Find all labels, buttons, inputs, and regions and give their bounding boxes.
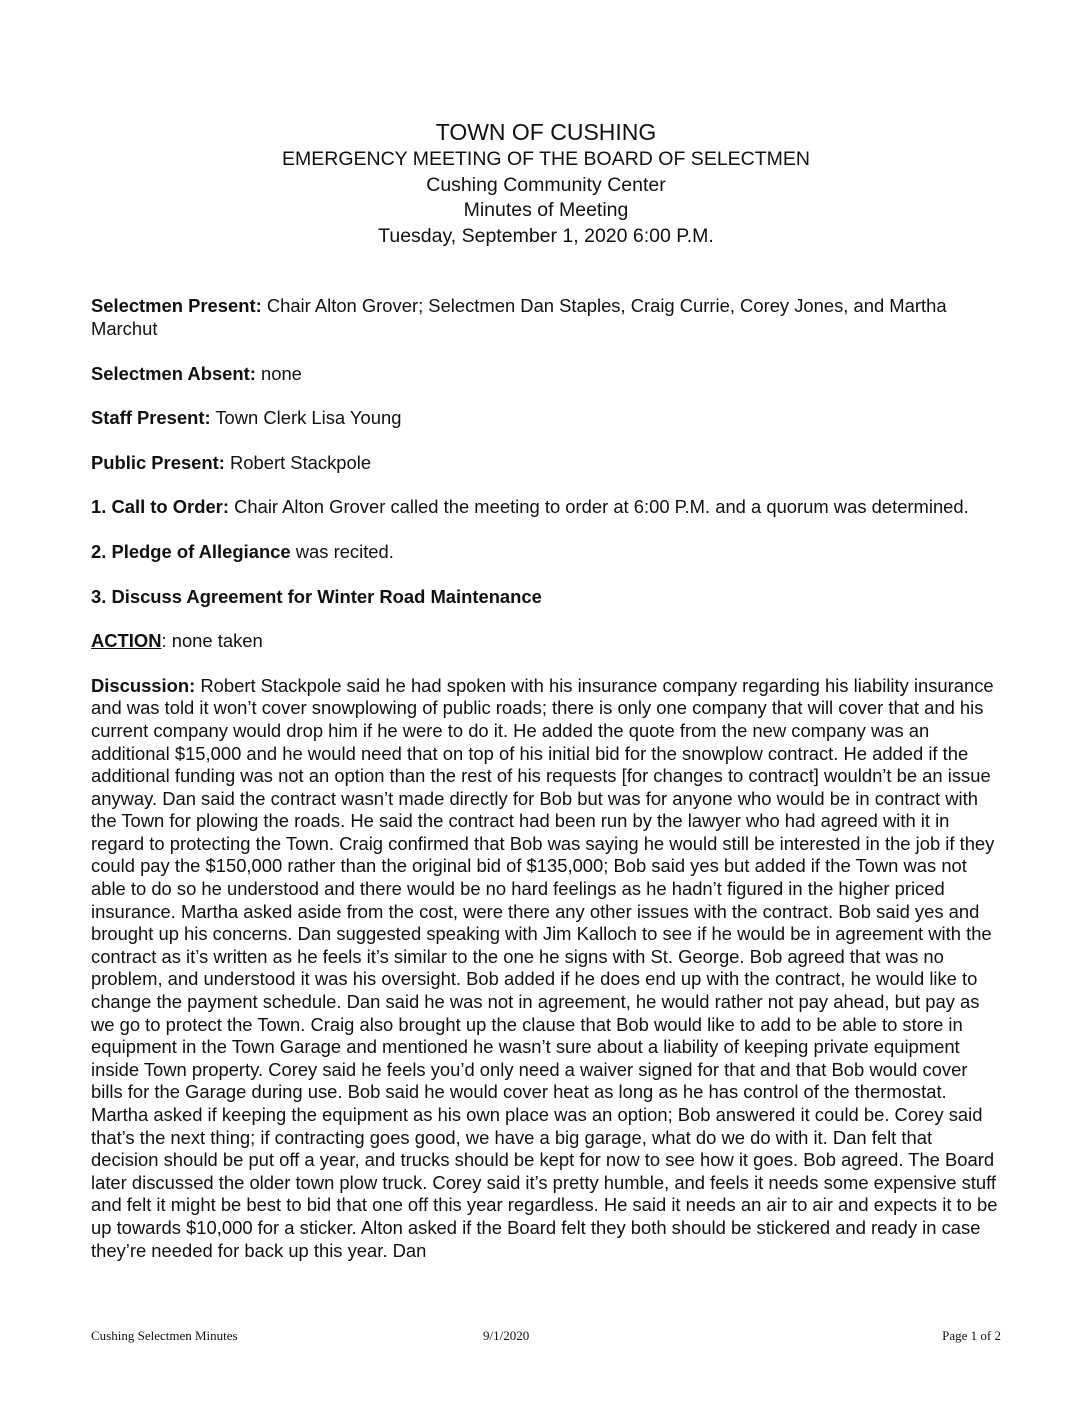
action-label: ACTION bbox=[91, 630, 162, 652]
footer-document-name: Cushing Selectmen Minutes bbox=[91, 1328, 238, 1343]
meeting-location: Cushing Community Center bbox=[426, 173, 666, 196]
agenda-item-heading: 3. Discuss Agreement for Winter Road Maintenance bbox=[91, 585, 542, 607]
pledge-label: 2. Pledge of Allegiance bbox=[91, 540, 291, 562]
selectmen-present bbox=[91, 295, 1001, 340]
selectmen-present-value: Chair Alton Grover; Selectmen Dan Staples, Craig Currie, Corey Jones, and Martha Marchut bbox=[91, 295, 947, 339]
document-body bbox=[91, 295, 1001, 1262]
document-page bbox=[91, 118, 1001, 1262]
meeting-subtitle: EMERGENCY MEETING OF THE BOARD OF SELECTMEN bbox=[281, 148, 810, 170]
action-line bbox=[91, 630, 1001, 653]
document-type: Minutes of Meeting bbox=[463, 199, 629, 222]
call-to-order bbox=[91, 496, 1001, 519]
footer-date: 9/1/2020 bbox=[483, 1328, 530, 1343]
meeting-datetime: Tuesday, September 1, 2020 6:00 P.M. bbox=[378, 224, 714, 247]
town-title: TOWN OF CUSHING bbox=[435, 119, 657, 145]
footer-page-number: Page 1 of 2 bbox=[942, 1328, 1001, 1343]
public-present-value: Robert Stackpole bbox=[224, 451, 372, 473]
staff-present-label: Staff Present: bbox=[91, 407, 211, 429]
discussion-paragraph bbox=[91, 675, 1001, 1262]
staff-present-value: Town Clerk Lisa Young bbox=[210, 407, 402, 429]
document-header bbox=[91, 118, 1001, 249]
public-present bbox=[91, 452, 1001, 475]
pledge-value: was recited. bbox=[290, 540, 394, 562]
discussion-label: Discussion: bbox=[91, 674, 196, 696]
action-value: : none taken bbox=[161, 630, 263, 652]
public-present-label: Public Present: bbox=[91, 451, 225, 473]
staff-present bbox=[91, 407, 1001, 430]
selectmen-absent-value: none bbox=[255, 362, 302, 384]
selectmen-absent bbox=[91, 363, 1001, 386]
selectmen-absent-label: Selectmen Absent: bbox=[91, 362, 256, 384]
pledge-of-allegiance bbox=[91, 541, 1001, 564]
discussion-text: Robert Stackpole said he had spoken with his insurance company regarding his liability insurance and was told it won’t cover snowplowing of public roads; there is only one company that will cover that and his current company would drop him if he were to do it. He added the quote from the new company was an additional $15,000 and he would need that on top of his initial bid for the snowplow contract. He added if the additional funding was not an option than the rest of his requests [for changes to contract] wouldn’t be an issue anyway. Dan said the contract wasn’t made directly for Bob but was for anyone who would be in contract with the Town for plowing the roads. He said the contract had been run by the lawyer who had agreed with it in regard to protecting the Town. Craig confirmed that Bob was saying he would still be interested in the job if they could pay the $150,000 rather than the original bid of $135,000; Bob said yes but added if the Town was not able to do so he understood and there would be no hard feelings as he hadn’t figured in the higher priced insurance. Martha asked aside from the cost, were there any other issues with the contract. Bob said yes and brought up his concerns. Dan suggested speaking with Jim Kalloch to see if he would be in agreement with the contract as it’s written as he feels it’s similar to the one he signs with St. George. Bob agreed that was no problem, and understood it was his oversight. Bob added if he does end up with the contract, he would like to change the payment schedule. Dan said he was not in agreement, he would rather not pay ahead, but pay as we go to protect the Town. Craig also brought up the clause that Bob would like to add to be able to store in equipment in the Town Garage and mentioned he wasn’t sure about a liability of keeping private equipment inside Town property. Corey said he feels you’d only need a waiver signed for that and that Bob would cover bills for the Garage during use. Bob said he would cover heat as long as he has control of the thermostat. Martha asked if keeping the equipment as his own place was an option; Bob answered it could be. Corey said that’s the next thing; if contracting goes good, we have a big garage, what do we do with it. Dan felt that decision should be put off a year, and trucks should be kept for now to see how it goes. Bob agreed. The Board later discussed the older town plow truck. Corey said it’s pretty humble, and feels it needs some expensive stuff and felt it might be best to bid that one off this year regardless. He said it needs an air to air and expects it to be up towards $10,000 for a sticker. Alton asked if the Board felt they both should be stickered and ready in case they’re needed for back up this year. Dan bbox=[91, 674, 998, 1261]
call-to-order-value: Chair Alton Grover called the meeting to order at 6:00 P.M. and a quorum was determined. bbox=[228, 496, 969, 518]
call-to-order-label: 1. Call to Order: bbox=[91, 496, 229, 518]
selectmen-present-label: Selectmen Present: bbox=[91, 295, 262, 317]
